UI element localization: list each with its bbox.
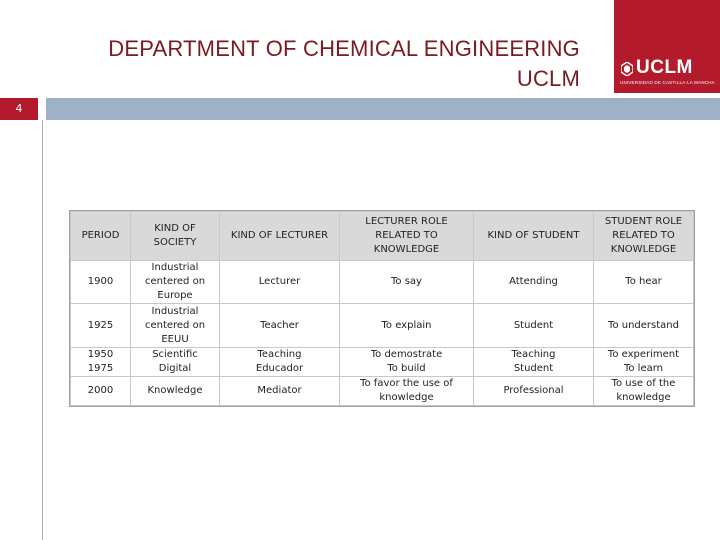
table-cell: To understand: [594, 304, 694, 348]
table-row: [71, 304, 694, 348]
slide-number: 4: [0, 98, 38, 120]
header-lecturer-role: LECTURER ROLE RELATED TO KNOWLEDGE: [340, 212, 474, 261]
table-cell: Attending: [474, 261, 594, 304]
table-cell: 1925: [71, 304, 131, 348]
table-cell: 1900: [71, 261, 131, 304]
left-divider: [42, 120, 43, 540]
table-header-row: [71, 212, 694, 261]
table-cell: To hear: [594, 261, 694, 304]
table-cell: To explain: [340, 304, 474, 348]
table-cell: Teaching Educador: [220, 348, 340, 377]
logo-subtitle: UNIVERSIDAD DE CASTILLA-LA MANCHA: [620, 80, 715, 85]
slide-title: [60, 34, 580, 94]
table-cell: Professional: [474, 377, 594, 406]
table-cell: To favor the use of knowledge: [340, 377, 474, 406]
header-kind-of-lecturer: KIND OF LECTURER: [220, 212, 340, 261]
table-cell: Industrial centered on Europe: [131, 261, 220, 304]
table-cell: 2000: [71, 377, 131, 406]
table-cell: Industrial centered on EEUU: [131, 304, 220, 348]
header-period: PERIOD: [71, 212, 131, 261]
uclm-logo: [614, 0, 720, 93]
table-cell: Lecturer: [220, 261, 340, 304]
table-cell: To demostrate To build: [340, 348, 474, 377]
table-cell: Teacher: [220, 304, 340, 348]
table-cell: Teaching Student: [474, 348, 594, 377]
table-cell: Student: [474, 304, 594, 348]
table-row: [71, 261, 694, 304]
table-cell: Knowledge: [131, 377, 220, 406]
table-cell: To use of the knowledge: [594, 377, 694, 406]
title-line-1: DEPARTMENT OF CHEMICAL ENGINEERING: [108, 36, 580, 61]
table-row: [71, 377, 694, 406]
header-kind-of-student: KIND OF STUDENT: [474, 212, 594, 261]
table-cell: Scientific Digital: [131, 348, 220, 377]
header-kind-of-society: KIND OF SOCIETY: [131, 212, 220, 261]
education-roles-table: [70, 211, 694, 406]
title-line-2: UCLM: [516, 66, 580, 91]
uclm-emblem-icon: [621, 62, 633, 76]
logo-text: UCLM: [636, 57, 693, 78]
table-cell: Mediator: [220, 377, 340, 406]
table-cell: To experiment To learn: [594, 348, 694, 377]
table-cell: To say: [340, 261, 474, 304]
table-cell: 1950 1975: [71, 348, 131, 377]
header-student-role: STUDENT ROLE RELATED TO KNOWLEDGE: [594, 212, 694, 261]
table-row: [71, 348, 694, 377]
header-bar: [46, 98, 720, 120]
